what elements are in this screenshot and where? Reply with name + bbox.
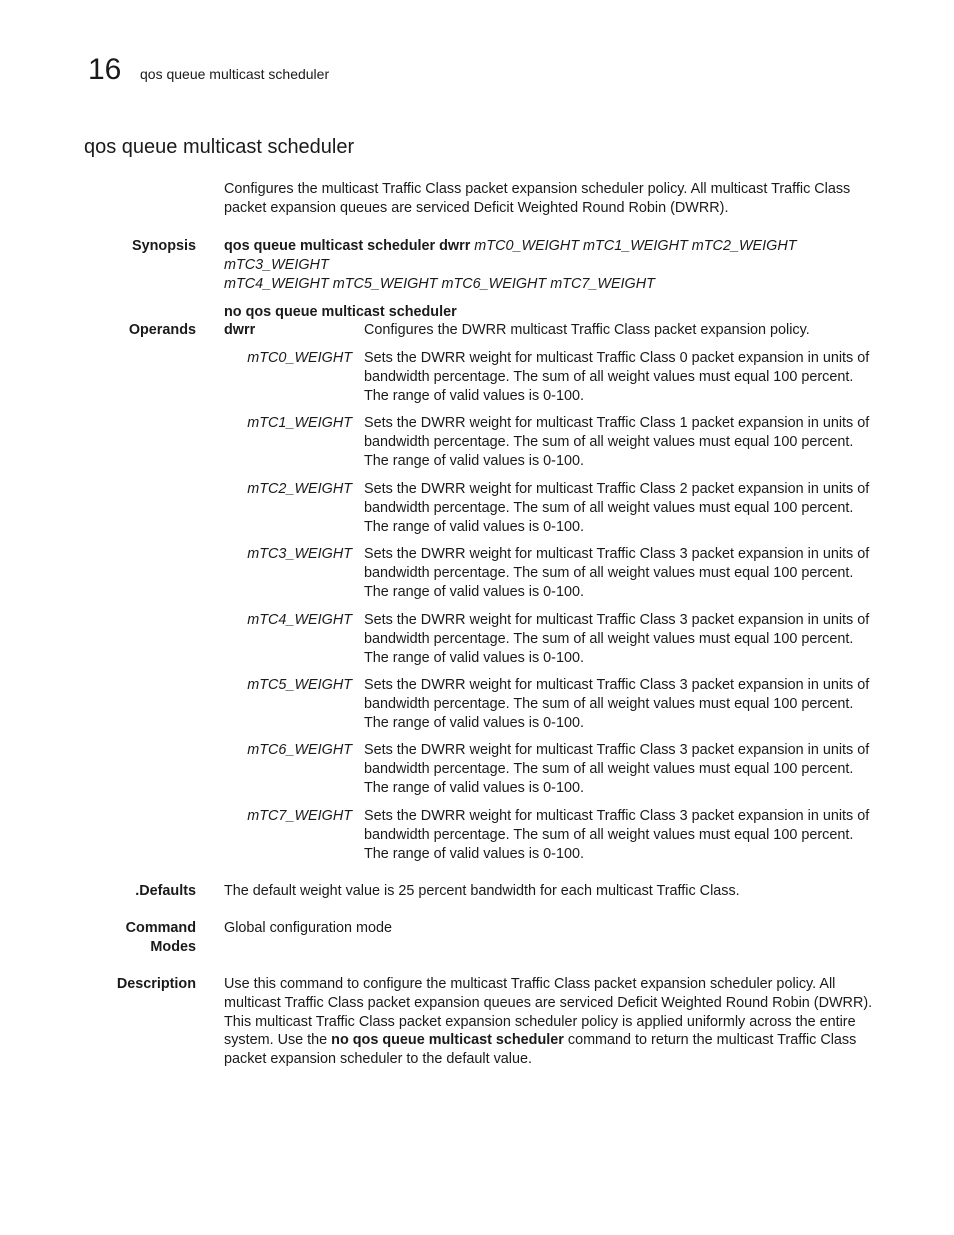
section-title: qos queue multicast scheduler (84, 136, 355, 158)
operand-desc: Configures the DWRR multicast Traffic Class packet expansion policy. (364, 322, 810, 338)
operand-desc: Sets the DWRR weight for multicast Traffic Class 2 packet expansion in units of bandwidth percentage. The sum of all weight values must equal 100 percent. The range of valid values is 0-100. (364, 481, 870, 535)
operand-name: mTC3_WEIGHT (247, 546, 352, 562)
operand-desc: Sets the DWRR weight for multicast Traffic Class 3 packet expansion in units of bandwidth percentage. The sum of all weight values must equal 100 percent. The range of valid values is 0-100. (364, 612, 870, 666)
operand-name: mTC1_WEIGHT (247, 415, 352, 431)
operand-desc: Sets the DWRR weight for multicast Traffic Class 0 packet expansion in units of bandwidth percentage. The sum of all weight values must equal 100 percent. The range of valid values is 0-100. (364, 350, 870, 404)
operand-name: mTC2_WEIGHT (247, 481, 352, 497)
description-text (224, 975, 874, 1069)
operand-desc: Sets the DWRR weight for multicast Traffic Class 1 packet expansion in units of bandwidth percentage. The sum of all weight values must equal 100 percent. The range of valid values is 0-100. (364, 415, 870, 469)
intro-paragraph: Configures the multicast Traffic Class packet expansion scheduler policy. All multicast Traffic Class packet expansion queues are serviced Deficit Weighted Round Robin (DWRR). (224, 181, 851, 216)
synopsis-label: Synopsis (132, 238, 196, 254)
operand-desc: Sets the DWRR weight for multicast Traffic Class 3 packet expansion in units of bandwidth percentage. The sum of all weight values must equal 100 percent. The range of valid values is 0-100. (364, 808, 870, 862)
chapter-number: 16 (88, 53, 122, 86)
command-modes-label: Command Modes (125, 920, 196, 955)
synopsis-params-2: mTC4_WEIGHT mTC5_WEIGHT mTC6_WEIGHT mTC7_WEIGHT (224, 275, 655, 292)
operand-name: mTC5_WEIGHT (247, 677, 352, 693)
running-title: qos queue multicast scheduler (140, 66, 330, 82)
operand-desc: Sets the DWRR weight for multicast Traffic Class 3 packet expansion in units of bandwidth percentage. The sum of all weight values must equal 100 percent. The range of valid values is 0-100. (364, 677, 870, 731)
synopsis-params-1: mTC0_WEIGHT mTC1_WEIGHT mTC2_WEIGHT mTC3_WEIGHT (224, 238, 797, 273)
description-command: no qos queue multicast scheduler (331, 1032, 564, 1049)
description-text-after: command to return the multicast Traffic Class packet expansion scheduler to the default value. (224, 1032, 857, 1068)
command-modes-text: Global configuration mode (224, 920, 392, 936)
synopsis-command-line (224, 237, 874, 275)
operands-label: Operands (128, 322, 196, 338)
operand-name: mTC0_WEIGHT (247, 350, 352, 366)
operand-name: mTC4_WEIGHT (247, 612, 352, 628)
synopsis-command: qos queue multicast scheduler dwrr (224, 238, 471, 254)
synopsis-content (224, 237, 874, 322)
defaults-label: .Defaults (135, 883, 196, 899)
operand-desc: Sets the DWRR weight for multicast Traffic Class 3 packet expansion in units of bandwidth percentage. The sum of all weight values must equal 100 percent. The range of valid values is 0-100. (364, 546, 870, 600)
synopsis-no-form: no qos queue multicast scheduler (224, 304, 457, 321)
description-label: Description (116, 976, 196, 992)
operand-desc: Sets the DWRR weight for multicast Traffic Class 3 packet expansion in units of bandwidth percentage. The sum of all weight values must equal 100 percent. The range of valid values is 0-100. (364, 742, 870, 796)
operand-name: mTC7_WEIGHT (247, 808, 352, 824)
operand-name: dwrr (224, 322, 256, 338)
operand-name: mTC6_WEIGHT (247, 742, 352, 758)
description-text-before: Use this command to configure the multicast Traffic Class packet expansion scheduler policy. All multicast Traffic Class packet expansion queues are serviced Deficit Weighted Round Robin (DWRR). This multicast Traffic Class packet expansion scheduler policy is applied uniformly across the entire system. Use the (224, 976, 873, 1049)
defaults-text: The default weight value is 25 percent bandwidth for each multicast Traffic Class. (224, 883, 740, 899)
